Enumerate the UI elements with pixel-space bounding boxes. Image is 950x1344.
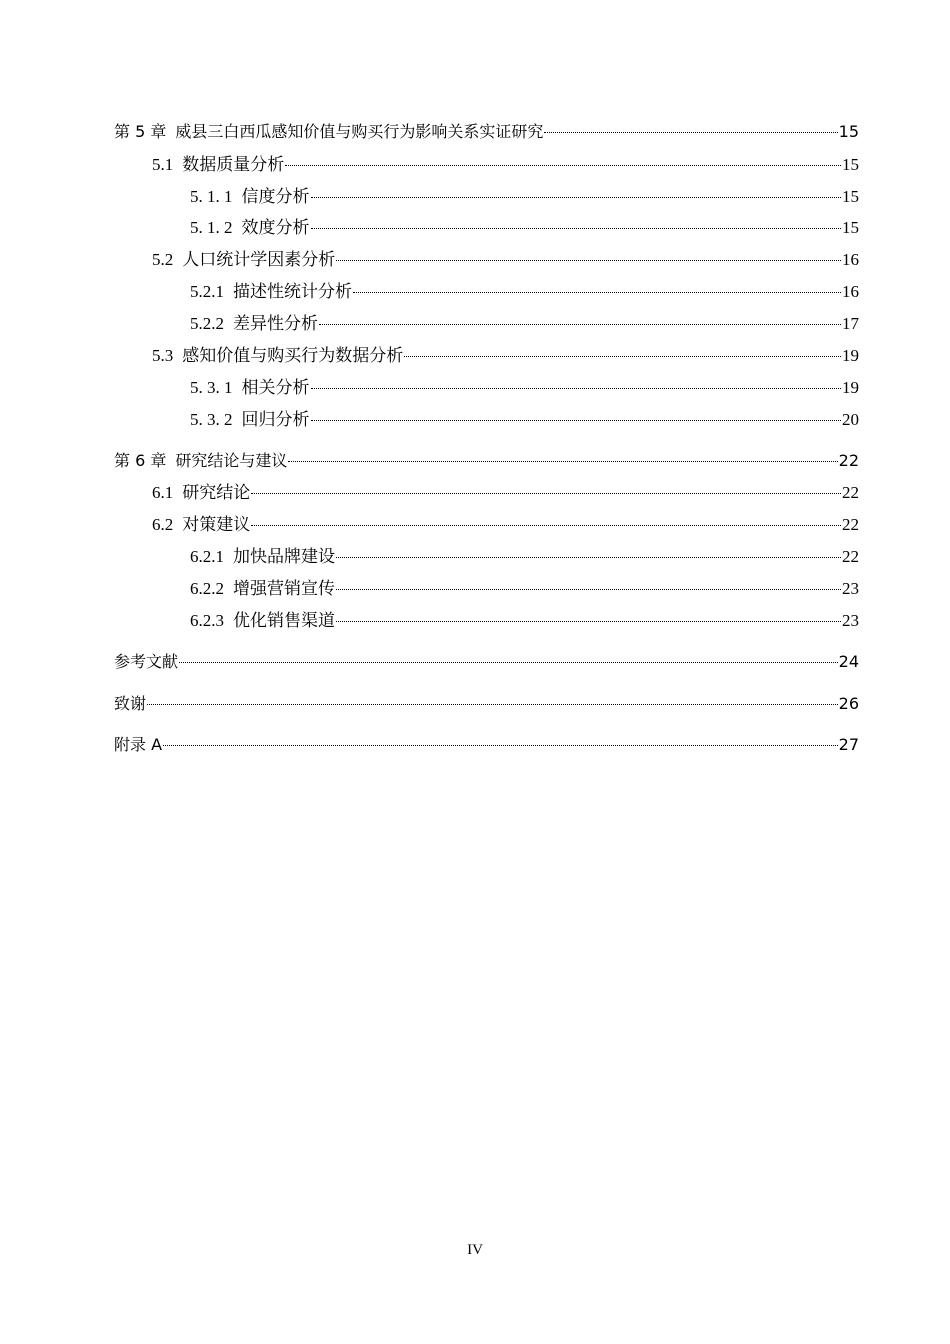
toc-entry-number: 第 6 章: [114, 451, 167, 470]
dot-leader: [353, 292, 841, 293]
toc-entry-page: 23: [842, 611, 859, 630]
toc-entry-page: 22: [842, 547, 859, 566]
toc-entry-title: 信度分析: [241, 187, 310, 206]
toc-entry-title: 威县三白西瓜感知价值与购买行为影响关系实证研究: [175, 122, 544, 141]
dot-leader: [179, 662, 838, 663]
dot-leader: [251, 493, 841, 494]
toc-entry-number: 5.2.2: [190, 314, 224, 333]
toc-entry-page: 22: [842, 515, 859, 534]
toc-entry-5-3-2[interactable]: [190, 409, 859, 431]
toc-entry-chapter-5[interactable]: [114, 121, 859, 143]
toc-entry-5-2[interactable]: [152, 249, 859, 271]
toc-entry-number: 第 5 章: [114, 122, 167, 141]
toc-entry-appendix-a[interactable]: [114, 734, 859, 756]
toc-entry-6-2[interactable]: [152, 514, 859, 536]
toc-entry-number: 5. 1. 2: [190, 218, 233, 237]
toc-entry-chapter-6[interactable]: [114, 450, 859, 472]
toc-entry-page: 16: [842, 282, 859, 301]
toc-entry-number: 5. 3. 1: [190, 378, 233, 397]
toc-entry-page: 23: [842, 579, 859, 598]
toc-entry-number: 5.3: [152, 346, 174, 365]
toc-entry-number: 6.2: [152, 515, 174, 534]
dot-leader: [251, 525, 841, 526]
toc-entry-number: 6.1: [152, 483, 174, 502]
toc-entry-title: 加快品牌建设: [233, 547, 335, 566]
toc-entry-title: 回归分析: [241, 410, 310, 429]
toc-entry-title: 人口统计学因素分析: [182, 250, 336, 269]
dot-leader: [311, 388, 842, 389]
toc-entry-number: 6.2.1: [190, 547, 224, 566]
toc-entry-page: 15: [842, 218, 859, 237]
dot-leader: [311, 197, 842, 198]
dot-leader: [544, 132, 837, 133]
toc-entry-title: 增强营销宣传: [233, 579, 335, 598]
toc-entry-page: 19: [842, 346, 859, 365]
dot-leader: [336, 260, 841, 261]
toc-entry-title: 研究结论: [182, 483, 251, 502]
dot-leader: [147, 704, 838, 705]
toc-entry-page: 15: [842, 155, 859, 174]
toc-entry-page: 26: [838, 694, 859, 713]
toc-entry-title: 附录 A: [114, 735, 163, 754]
toc-entry-5-1-2[interactable]: [190, 217, 859, 239]
dot-leader: [311, 228, 842, 229]
toc-entry-number: 6.2.3: [190, 611, 224, 630]
toc-entry-6-2-1[interactable]: [190, 546, 859, 568]
toc-entry-number: 6.2.2: [190, 579, 224, 598]
toc-entry-page: 15: [842, 187, 859, 206]
toc-entry-title: 优化销售渠道: [233, 611, 335, 630]
toc-entry-title: 效度分析: [241, 218, 310, 237]
toc-entry-page: 19: [842, 378, 859, 397]
toc-entry-title: 对策建议: [182, 515, 251, 534]
dot-leader: [311, 420, 842, 421]
toc-entry-5-2-1[interactable]: [190, 281, 859, 303]
toc-entry-5-2-2[interactable]: [190, 313, 859, 335]
dot-leader: [336, 557, 841, 558]
page-number-footer: IV: [467, 1242, 483, 1258]
dot-leader: [288, 461, 837, 462]
toc-entry-page: 24: [838, 652, 859, 671]
toc-entry-5-1-1[interactable]: [190, 186, 859, 208]
toc-entry-5-3-1[interactable]: [190, 377, 859, 399]
toc-entry-6-1[interactable]: [152, 482, 859, 504]
toc-entry-5-3[interactable]: [152, 345, 859, 367]
toc-entry-number: 5. 3. 2: [190, 410, 233, 429]
toc-entry-page: 20: [842, 410, 859, 429]
toc-entry-6-2-2[interactable]: [190, 578, 859, 600]
toc-entry-title: 参考文献: [114, 652, 179, 671]
dot-leader: [163, 745, 838, 746]
dot-leader: [336, 621, 841, 622]
toc-entry-number: 5.1: [152, 155, 174, 174]
toc-entry-5-1[interactable]: [152, 154, 859, 176]
dot-leader: [336, 589, 841, 590]
toc-entry-page: 15: [838, 122, 859, 141]
toc-entry-6-2-3[interactable]: [190, 610, 859, 632]
toc-entry-page: 22: [838, 451, 859, 470]
dot-leader: [319, 324, 841, 325]
toc-entry-page: 22: [842, 483, 859, 502]
toc-entry-number: 5. 1. 1: [190, 187, 233, 206]
toc-entry-title: 相关分析: [241, 378, 310, 397]
toc-entry-title: 感知价值与购买行为数据分析: [182, 346, 404, 365]
toc-entry-number: 5.2: [152, 250, 174, 269]
toc-entry-page: 27: [838, 735, 859, 754]
toc-entry-title: 差异性分析: [233, 314, 318, 333]
dot-leader: [404, 356, 841, 357]
toc-entry-page: 17: [842, 314, 859, 333]
toc-entry-references[interactable]: [114, 651, 859, 673]
toc-entry-page: 16: [842, 250, 859, 269]
toc-entry-title: 描述性统计分析: [233, 282, 352, 301]
toc-entry-title: 数据质量分析: [182, 155, 285, 174]
toc-entry-acknowledgements[interactable]: [114, 693, 859, 715]
toc-entry-title: 致谢: [114, 694, 147, 713]
toc-entry-title: 研究结论与建议: [175, 451, 288, 470]
dot-leader: [285, 165, 841, 166]
toc-entry-number: 5.2.1: [190, 282, 224, 301]
